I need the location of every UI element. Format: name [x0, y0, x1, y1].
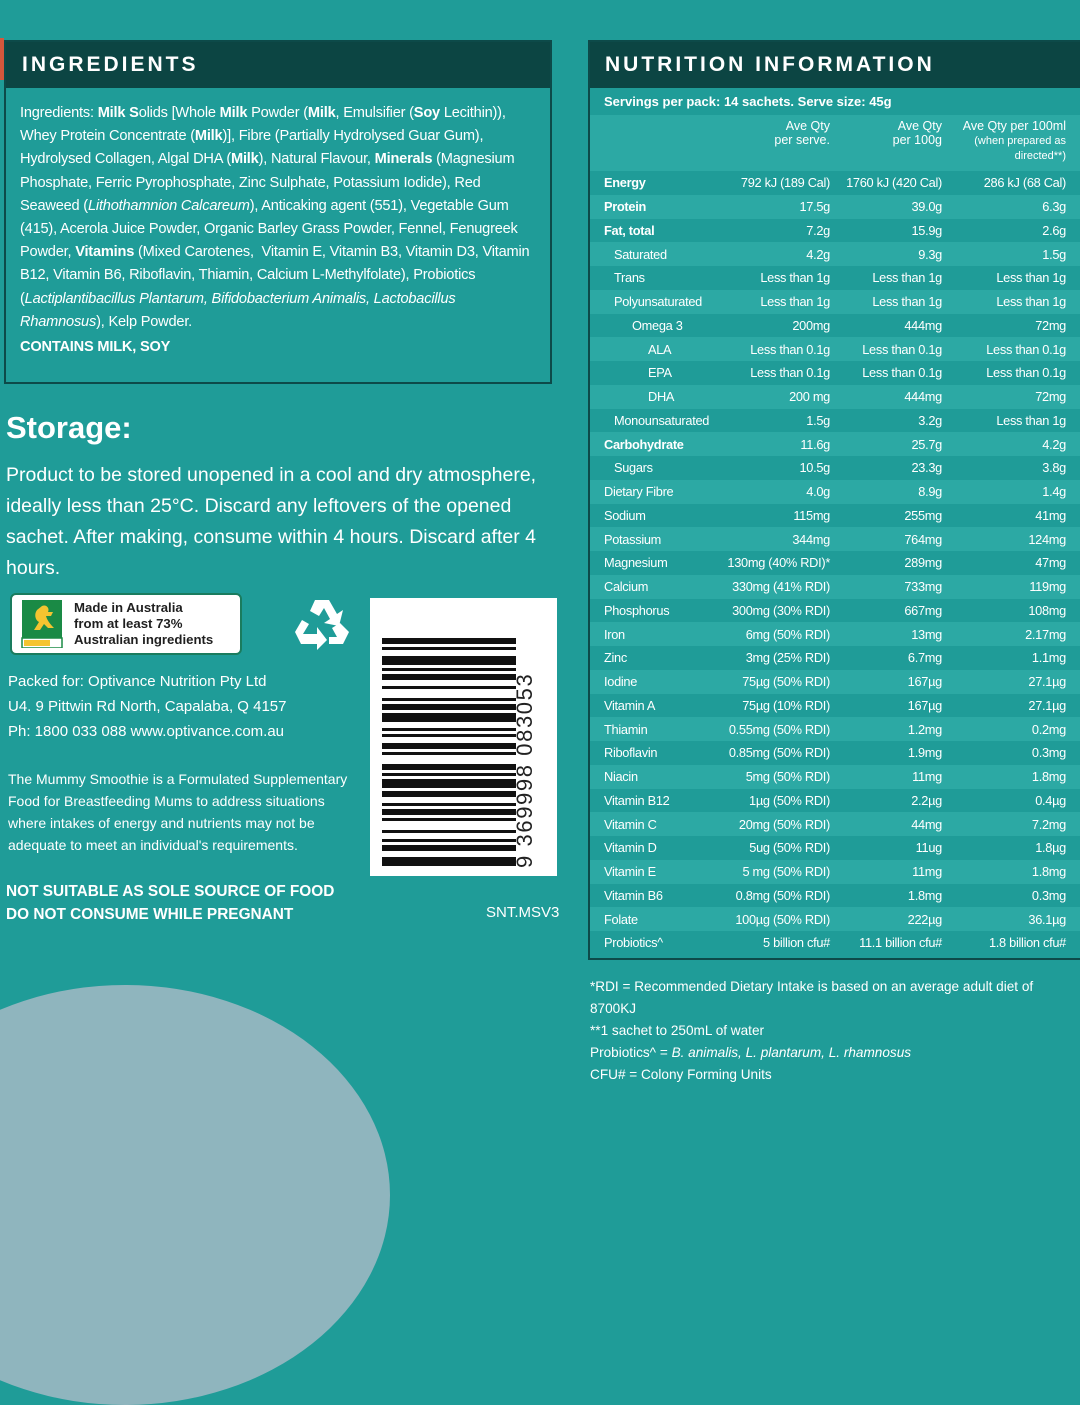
value-per-100g: 1760 kJ (420 Cal): [846, 175, 942, 191]
value-per-100g: 667mg: [904, 602, 942, 618]
nutrient-name: Iodine: [604, 674, 638, 690]
value-per-serve: 200mg: [792, 317, 830, 333]
nutrient-name: Trans: [614, 270, 645, 286]
value-per-100ml: Less than 1g: [996, 412, 1066, 428]
nutrient-name: Vitamin E: [604, 864, 656, 880]
nutrition-row: [590, 314, 1080, 338]
nutrient-name: Zinc: [604, 650, 627, 666]
ingredients-panel: [4, 40, 552, 384]
value-per-100g: Less than 1g: [872, 294, 942, 310]
footnote-cfu: CFU# = Colony Forming Units: [590, 1067, 772, 1082]
footnotes: [590, 976, 1080, 1086]
value-per-serve: 100µg (50% RDI): [735, 911, 830, 927]
value-per-100ml: Less than 1g: [996, 270, 1066, 286]
nutrient-name: Polyunsaturated: [614, 294, 702, 310]
nutrition-row: [590, 741, 1080, 765]
nutrient-name: Energy: [604, 175, 646, 191]
nutrient-name: ALA: [648, 341, 672, 357]
value-per-100g: Less than 0.1g: [862, 365, 942, 381]
nutrition-row: [590, 527, 1080, 551]
serving-info: Servings per pack: 14 sachets. Serve size: 45g: [604, 94, 892, 109]
header-per-100ml-b: (when prepared as: [974, 135, 1066, 147]
nutrient-name: Calcium: [604, 579, 649, 595]
warning-line-2: DO NOT CONSUME WHILE PREGNANT: [6, 906, 294, 923]
value-per-100g: 255mg: [904, 507, 942, 523]
kangaroo-logo-icon: [20, 600, 64, 648]
header-per-100ml-c: directed**): [1014, 150, 1066, 162]
nutrition-row: [590, 670, 1080, 694]
value-per-serve: 200 mg: [789, 389, 830, 405]
value-per-100g: 1.8mg: [907, 887, 942, 903]
decorative-blob: [0, 985, 390, 1405]
footnote-probiotics: [590, 1042, 1080, 1064]
nutrition-header: [590, 115, 1080, 171]
warning-line-1: NOT SUITABLE AS SOLE SOURCE OF FOOD: [6, 883, 335, 900]
badge-line-1: Made in Australia: [74, 600, 183, 615]
storage-title: Storage:: [6, 410, 132, 445]
value-per-100g: 9.3g: [918, 246, 942, 262]
nutrition-row: [590, 409, 1080, 433]
value-per-serve: Less than 1g: [760, 270, 830, 286]
value-per-serve: 344mg: [792, 531, 830, 547]
value-per-100g: Less than 1g: [872, 270, 942, 286]
packer-address: U4. 9 Pittwin Rd North, Capalaba, Q 4157: [8, 698, 287, 715]
value-per-100g: 8.9g: [918, 484, 942, 500]
nutrition-row: [590, 361, 1080, 385]
nutrition-row: [590, 337, 1080, 361]
value-per-100g: 167µg: [907, 674, 942, 690]
nutrition-row: [590, 907, 1080, 931]
value-per-serve: 5ug (50% RDI): [749, 840, 830, 856]
value-per-serve: Less than 0.1g: [750, 365, 830, 381]
nutrition-row: [590, 456, 1080, 480]
value-per-100ml: 1.8 billion cfu#: [988, 935, 1066, 951]
nutrition-row: [590, 290, 1080, 314]
nutrient-name: DHA: [648, 389, 675, 405]
value-per-100ml: 27.1µg: [1028, 697, 1066, 713]
nutrient-name: Saturated: [614, 246, 667, 262]
nutrition-row: [590, 195, 1080, 219]
value-per-100ml: 0.4µg: [1035, 792, 1066, 808]
nutrition-title: NUTRITION INFORMATION: [590, 42, 1080, 88]
value-per-100g: 6.7mg: [907, 650, 942, 666]
nutrition-row: [590, 599, 1080, 623]
nutrient-name: Iron: [604, 626, 625, 642]
value-per-100ml: 4.2g: [1042, 436, 1066, 452]
nutrition-row: [590, 789, 1080, 813]
value-per-100ml: 6.3g: [1042, 199, 1066, 215]
value-per-serve: 300mg (30% RDI): [732, 602, 830, 618]
value-per-serve: Less than 1g: [760, 294, 830, 310]
nutrition-row: [590, 551, 1080, 575]
value-per-serve: 0.85mg (50% RDI): [728, 745, 830, 761]
nutrient-name: Dietary Fibre: [604, 484, 674, 500]
nutrition-row: [590, 575, 1080, 599]
nutrient-name: Vitamin B12: [604, 792, 670, 808]
value-per-100g: 15.9g: [911, 222, 942, 238]
value-per-100g: 733mg: [904, 579, 942, 595]
nutrition-row: [590, 931, 1080, 955]
value-per-100g: 1.2mg: [907, 721, 942, 737]
header-per-serve: [774, 119, 830, 147]
nutrition-row: [590, 812, 1080, 836]
packer-name: Packed for: Optivance Nutrition Pty Ltd: [8, 673, 267, 690]
ingredients-title: INGREDIENTS: [6, 42, 550, 88]
value-per-100ml: 1.4g: [1042, 484, 1066, 500]
warnings: [6, 880, 334, 926]
header-per-100ml: [963, 119, 1066, 163]
value-per-100ml: 1.5g: [1042, 246, 1066, 262]
value-per-100ml: 41mg: [1035, 507, 1066, 523]
nutrition-row: [590, 171, 1080, 195]
nutrition-row: [590, 860, 1080, 884]
footnote-sachet: **1 sachet to 250mL of water: [590, 1023, 765, 1038]
value-per-serve: Less than 0.1g: [750, 341, 830, 357]
value-per-serve: 7.2g: [806, 222, 830, 238]
nutrient-name: Probiotics^: [604, 935, 663, 951]
value-per-serve: 4.2g: [806, 246, 830, 262]
product-code: SNT.MSV3: [486, 904, 560, 921]
nutrition-panel: [588, 40, 1080, 960]
product-description: The Mummy Smoothie is a Formulated Supplementary Food for Breastfeeding Mums to address situations where intakes of energy and nutrients may not be adequate to meet an individual's requirements.: [8, 771, 348, 853]
nutrition-table: [590, 171, 1080, 955]
value-per-100g: 222µg: [907, 911, 942, 927]
nutrient-name: Vitamin B6: [604, 887, 663, 903]
ingredients-text: Ingredients: Milk Solids [Whole Milk Powder (Milk, Emulsifier (Soy Lecithin)), Whey Protein Concentrate (Milk)], Fibre (Partially Hydrolysed Guar Gum), Hydrolysed Collagen, Algal DHA (Milk), Natural Flavour, Minerals (Magnesium Phosphate, Ferric Pyrophosphate, Zinc Sulphate, Potassium Iodide), Red Seaweed (Lithothamnion Calcareum), Anticaking agent (551), Vegetable Gum (415), Acerola Juice Powder, Organic Barley Grass Powder, Fennel, Fenugreek Powder, Vitamins (Mixed Carotenes, Vitamin E, Vitamin B3, Vitamin D3, Vitamin B12, Vitamin B6, Riboflavin, Thiamin, Calcium L-Methylfolate), Probiotics (Lactiplantibacillus Plantarum, Bifidobacterium Animalis, Lactobacillus Rhamnosus), Kelp Powder. CONTAINS MILK, SOY: [6, 88, 550, 359]
value-per-100ml: 72mg: [1035, 317, 1066, 333]
nutrient-name: Potassium: [604, 531, 662, 547]
value-per-serve: 0.8mg (50% RDI): [735, 887, 830, 903]
value-per-100g: 11mg: [912, 864, 942, 880]
nutrient-name: Folate: [604, 911, 638, 927]
value-per-100g: 13mg: [911, 626, 942, 642]
value-per-100ml: 119mg: [1029, 579, 1066, 595]
value-per-100g: 39.0g: [911, 199, 942, 215]
value-per-serve: 20mg (50% RDI): [738, 816, 830, 832]
value-per-100ml: 1.8mg: [1031, 864, 1066, 880]
nutrient-name: Phosphorus: [604, 602, 670, 618]
value-per-100g: 444mg: [904, 389, 942, 405]
nutrient-name: Thiamin: [604, 721, 648, 737]
nutrition-row: [590, 219, 1080, 243]
value-per-100ml: 3.8g: [1042, 460, 1066, 476]
packed-for-info: [8, 669, 286, 744]
value-per-serve: 4.0g: [806, 484, 830, 500]
value-per-serve: 75µg (50% RDI): [742, 674, 830, 690]
value-per-serve: 130mg (40% RDI)*: [727, 555, 830, 571]
nutrient-name: Riboflavin: [604, 745, 658, 761]
value-per-serve: 10.5g: [799, 460, 830, 476]
nutrient-name: Vitamin D: [604, 840, 657, 856]
footnote-rdi: *RDI = Recommended Dietary Intake is based on an average adult diet of 8700KJ: [590, 979, 1034, 1016]
storage-text: Product to be stored unopened in a cool and dry atmosphere, ideally less than 25°C. Discard any leftovers of the opened sachet. After making, consume within 4 hours. Discard after 4 hours.: [6, 464, 537, 579]
value-per-serve: 5 mg (50% RDI): [742, 864, 830, 880]
value-per-serve: 115mg: [793, 507, 830, 523]
badge-line-3: Australian ingredients: [74, 632, 214, 647]
nutrition-row: [590, 385, 1080, 409]
value-per-100g: 1.9mg: [907, 745, 942, 761]
value-per-100ml: 286 kJ (68 Cal): [983, 175, 1066, 191]
value-per-100ml: 0.2mg: [1031, 721, 1066, 737]
value-per-100g: 289mg: [904, 555, 942, 571]
value-per-100ml: 2.6g: [1042, 222, 1066, 238]
header-per-100g-a: Ave Qty: [897, 119, 942, 133]
value-per-100ml: 47mg: [1035, 555, 1066, 571]
nutrition-row: [590, 717, 1080, 741]
nutrition-row: [590, 765, 1080, 789]
value-per-serve: 0.55mg (50% RDI): [728, 721, 830, 737]
value-per-100ml: 124mg: [1028, 531, 1066, 547]
nutrient-name: Protein: [604, 199, 646, 215]
nutrient-name: Monounsaturated: [614, 412, 710, 428]
value-per-serve: 17.5g: [799, 199, 830, 215]
badge-line-2: from at least 73%: [74, 616, 183, 631]
value-per-100ml: 1.8µg: [1035, 840, 1066, 856]
value-per-100ml: 27.1µg: [1028, 674, 1066, 690]
value-per-serve: 1.5g: [806, 412, 830, 428]
value-per-serve: 330mg (41% RDI): [732, 579, 830, 595]
value-per-serve: 6mg (50% RDI): [745, 626, 830, 642]
value-per-serve: 75µg (10% RDI): [742, 697, 830, 713]
nutrition-row: [590, 242, 1080, 266]
nutrient-name: Magnesium: [604, 555, 668, 571]
value-per-100ml: 1.1mg: [1031, 650, 1066, 666]
value-per-100g: 23.3g: [911, 460, 942, 476]
nutrient-name: EPA: [648, 365, 672, 381]
value-per-100g: 11ug: [915, 840, 942, 856]
value-per-100ml: 0.3mg: [1031, 887, 1066, 903]
value-per-serve: 5mg (50% RDI): [745, 769, 830, 785]
value-per-100g: 764mg: [904, 531, 942, 547]
nutrition-row: [590, 884, 1080, 908]
value-per-serve: 1µg (50% RDI): [749, 792, 830, 808]
value-per-100ml: 2.17mg: [1025, 626, 1066, 642]
header-per-100ml-a: Ave Qty per 100ml: [962, 119, 1066, 133]
value-per-100g: Less than 0.1g: [862, 341, 942, 357]
footnote-probiotics-value: B. animalis, L. plantarum, L. rhamnosus: [671, 1045, 912, 1060]
value-per-100ml: 0.3mg: [1031, 745, 1066, 761]
header-per-100g: [893, 119, 942, 147]
nutrition-row: [590, 694, 1080, 718]
value-per-serve: 5 billion cfu#: [763, 935, 830, 951]
nutrient-name: Sodium: [604, 507, 646, 523]
packer-contact: Ph: 1800 033 088 www.optivance.com.au: [8, 723, 285, 740]
value-per-serve: 11.6g: [800, 436, 830, 452]
value-per-100ml: 72mg: [1035, 389, 1066, 405]
value-per-100ml: Less than 0.1g: [986, 341, 1066, 357]
nutrient-name: Carbohydrate: [604, 436, 684, 452]
value-per-100ml: 36.1µg: [1028, 911, 1066, 927]
nutrition-row: [590, 504, 1080, 528]
header-per-serve-a: Ave Qty: [785, 119, 830, 133]
nutrition-row: [590, 480, 1080, 504]
value-per-100g: 25.7g: [911, 436, 942, 452]
value-per-100g: 44mg: [911, 816, 942, 832]
nutrient-name: Niacin: [604, 769, 638, 785]
value-per-100g: 444mg: [904, 317, 942, 333]
nutrient-name: Fat, total: [604, 222, 655, 238]
nutrient-name: Omega 3: [632, 317, 683, 333]
recycle-icon: [291, 596, 353, 652]
barcode-digits: 9 369998 083053: [512, 672, 537, 868]
nutrient-name: Vitamin C: [604, 816, 657, 832]
header-per-100g-b: per 100g: [892, 133, 942, 147]
value-per-100ml: 7.2mg: [1031, 816, 1066, 832]
value-per-100ml: Less than 0.1g: [986, 365, 1066, 381]
value-per-serve: 792 kJ (189 Cal): [740, 175, 830, 191]
nutrient-name: Sugars: [614, 460, 653, 476]
value-per-100ml: Less than 1g: [996, 294, 1066, 310]
value-per-100g: 11.1 billion cfu#: [859, 935, 942, 951]
nutrient-name: Vitamin A: [604, 697, 656, 713]
allergen-statement: CONTAINS MILK, SOY: [20, 339, 171, 356]
value-per-100ml: 108mg: [1028, 602, 1066, 618]
nutrition-row: [590, 432, 1080, 456]
nutrition-row: [590, 622, 1080, 646]
value-per-100g: 3.2g: [918, 412, 942, 428]
nutrition-row: [590, 836, 1080, 860]
header-per-serve-b: per serve.: [774, 133, 830, 147]
nutrition-row: [590, 266, 1080, 290]
value-per-100ml: 1.8mg: [1031, 769, 1066, 785]
value-per-serve: 3mg (25% RDI): [745, 650, 830, 666]
value-per-100g: 11mg: [912, 769, 942, 785]
nutrition-row: [590, 646, 1080, 670]
value-per-100g: 2.2µg: [911, 792, 942, 808]
footnote-probiotics-label: Probiotics^ =: [590, 1045, 672, 1060]
value-per-100g: 167µg: [907, 697, 942, 713]
badge-text: [74, 600, 213, 648]
made-in-australia-badge: [10, 593, 242, 655]
